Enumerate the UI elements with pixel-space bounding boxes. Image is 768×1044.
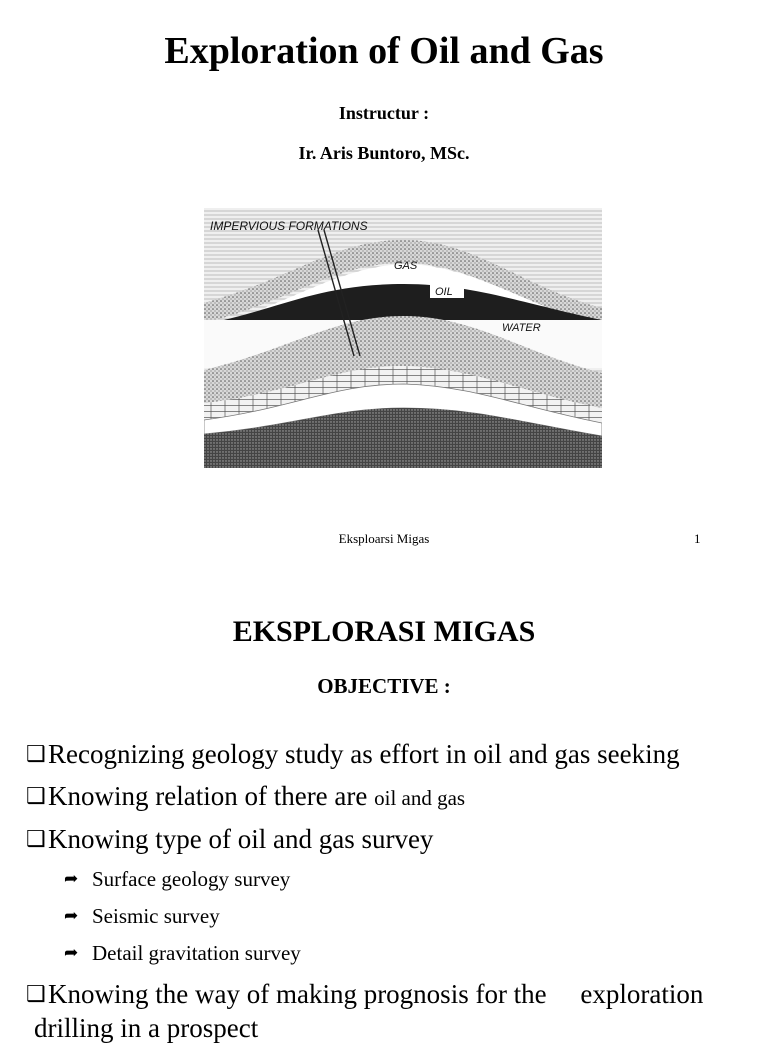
bullet-text: Knowing the way of making prognosis for the exploration	[48, 979, 704, 1009]
survey-subbullet	[64, 903, 220, 929]
section-title: EKSPLORASI MIGAS	[232, 615, 536, 648]
bullet-text: Knowing relation of there are	[48, 781, 375, 811]
checkbox-square-icon: ❑	[26, 783, 46, 808]
bullet-text-small: oil and gas	[374, 786, 466, 810]
outline-arrow-icon: ➦	[64, 869, 79, 888]
objective-bullet	[26, 780, 465, 814]
instructor-label: Instructur :	[338, 103, 430, 123]
subbullet-text: Detail gravitation survey	[92, 941, 301, 965]
page-number: 1	[694, 531, 701, 546]
label-impervious: IMPERVIOUS FORMATIONS	[210, 219, 368, 233]
label-oil: OIL	[435, 286, 453, 298]
bullet-text: Knowing type of oil and gas survey	[48, 824, 434, 854]
outline-arrow-icon: ➦	[64, 906, 79, 925]
bullet-text: Recognizing geology study as effort in oil and gas seeking	[48, 739, 680, 769]
checkbox-square-icon: ❑	[26, 741, 46, 766]
subbullet-text: Seismic survey	[92, 904, 220, 928]
slide-footer: Eksploarsi Migas	[338, 531, 430, 546]
label-gas: GAS	[394, 260, 418, 272]
objective-heading: OBJECTIVE :	[317, 674, 451, 698]
objective-bullet	[26, 738, 680, 770]
outline-arrow-icon: ➦	[64, 943, 79, 962]
instructor-name: Ir. Aris Buntoro, MSc.	[298, 143, 470, 163]
objective-bullet	[26, 978, 703, 1010]
survey-subbullet	[64, 866, 290, 892]
slide-title: Exploration of Oil and Gas	[164, 30, 604, 72]
subbullet-text: Surface geology survey	[92, 867, 291, 891]
survey-subbullet	[64, 940, 301, 966]
checkbox-square-icon: ❑	[26, 981, 46, 1006]
label-water: WATER	[502, 322, 541, 334]
objective-bullet	[26, 823, 433, 855]
oil-gas-trap-figure	[204, 208, 602, 468]
bullet-continuation: drilling in a prospect	[34, 1013, 259, 1043]
checkbox-square-icon: ❑	[26, 826, 46, 851]
geology-cross-section	[204, 208, 602, 468]
